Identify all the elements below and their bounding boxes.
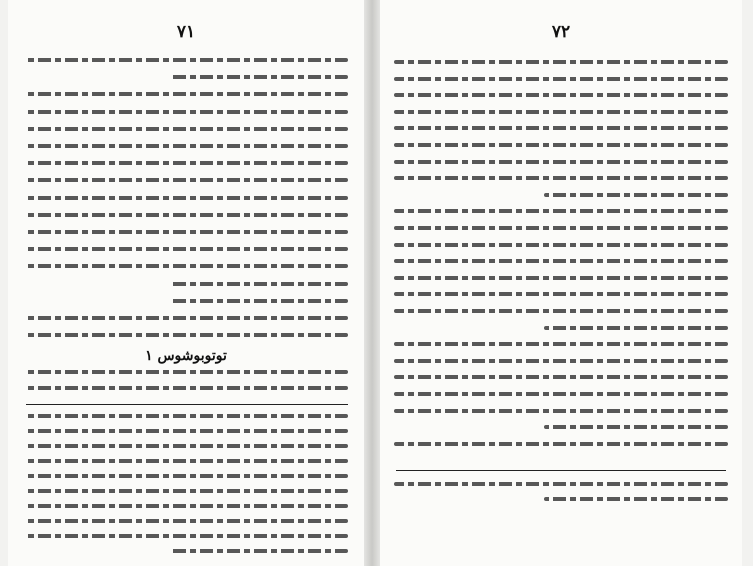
text-line (170, 282, 348, 286)
right-page (380, 0, 742, 566)
left-page (8, 0, 364, 566)
text-line (24, 316, 348, 320)
text-line (544, 497, 728, 501)
text-line (24, 196, 348, 200)
text-line (394, 60, 728, 64)
text-line (394, 482, 728, 486)
text-line (394, 442, 728, 446)
text-line (24, 213, 348, 217)
text-line (544, 425, 728, 429)
text-line (394, 160, 728, 164)
text-line (544, 193, 728, 197)
text-line (394, 359, 728, 363)
text-line (24, 429, 348, 433)
text-line (394, 126, 728, 130)
text-line (24, 161, 348, 165)
text-line (24, 534, 348, 538)
text-line (394, 176, 728, 180)
text-line (394, 143, 728, 147)
text-line (24, 444, 348, 448)
page-number: ٧١ (176, 22, 196, 42)
text-line (394, 292, 728, 296)
text-line (24, 144, 348, 148)
text-line (24, 127, 348, 131)
text-line (24, 474, 348, 478)
text-line (544, 326, 728, 330)
text-line (394, 392, 728, 396)
text-line (394, 342, 728, 346)
text-line (24, 178, 348, 182)
text-line (394, 375, 728, 379)
text-line (24, 247, 348, 251)
book-gutter (364, 0, 380, 566)
section-heading: توتوبوشوس ١ (145, 348, 227, 364)
text-line (394, 77, 728, 81)
text-line (24, 230, 348, 234)
text-line (24, 459, 348, 463)
text-line (394, 209, 728, 213)
text-line (170, 75, 348, 79)
text-line (394, 276, 728, 280)
page-number: ٧٢ (551, 22, 571, 42)
text-line (394, 259, 728, 263)
text-line (24, 333, 348, 337)
text-line (24, 370, 348, 374)
text-line (394, 110, 728, 114)
text-line (24, 264, 348, 268)
text-line (394, 226, 728, 230)
text-line (24, 92, 348, 96)
text-line (24, 386, 348, 390)
text-line (24, 489, 348, 493)
text-line (394, 93, 728, 97)
text-line (24, 58, 348, 62)
text-line (24, 110, 348, 114)
text-line (170, 549, 348, 553)
footnote-rule (26, 404, 348, 405)
text-line (24, 504, 348, 508)
text-line (170, 299, 348, 303)
footnote-rule (396, 470, 726, 471)
text-line (24, 414, 348, 418)
text-line (24, 519, 348, 523)
text-line (394, 243, 728, 247)
text-line (394, 409, 728, 413)
text-line (394, 309, 728, 313)
